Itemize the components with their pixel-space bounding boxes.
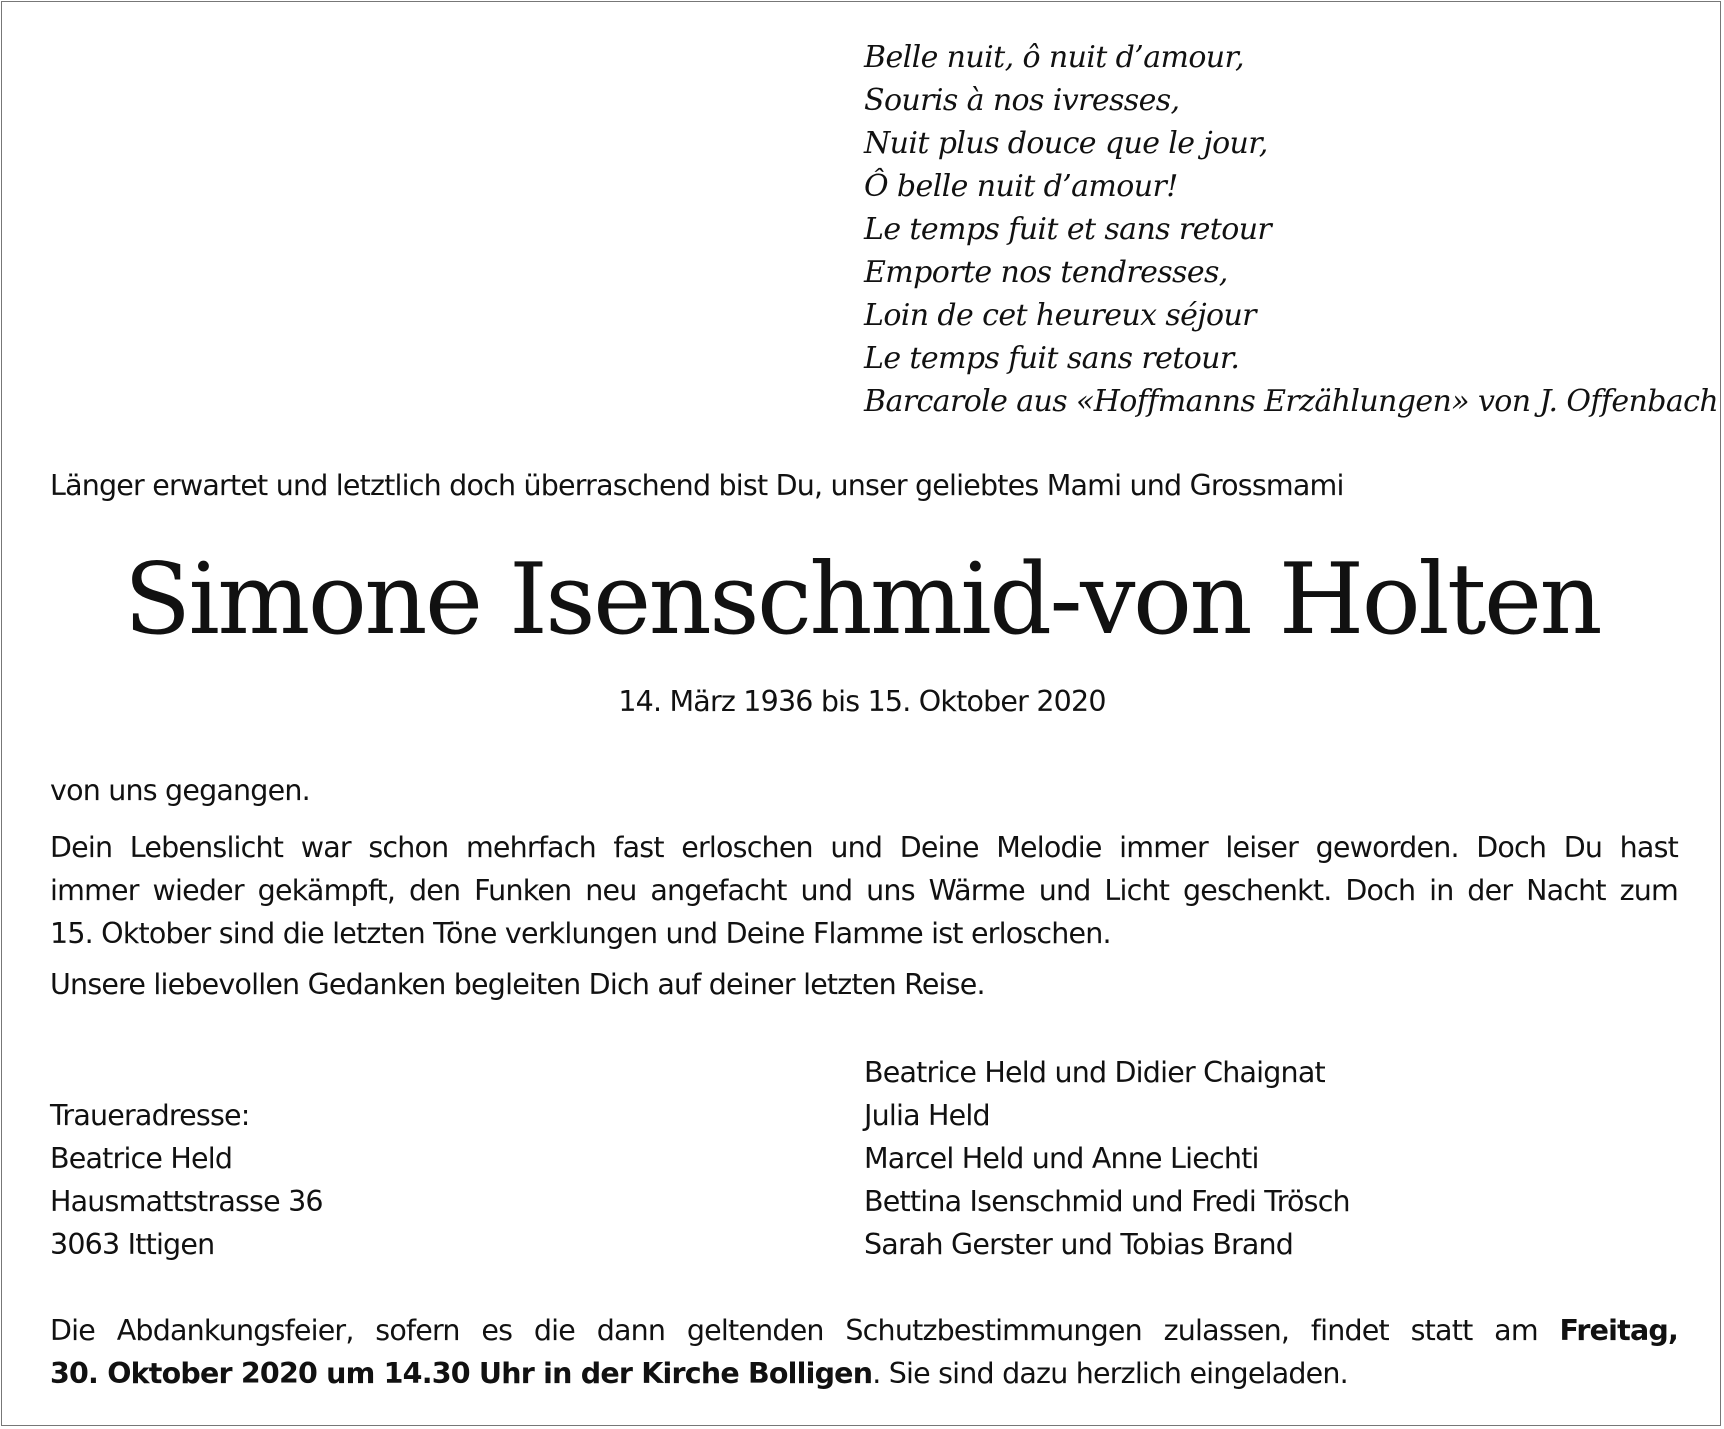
poem-line: Le temps fuit sans retour. [864, 341, 1240, 376]
life-dates: 14. März 1936 bis 15. Oktober 2020 [618, 685, 1106, 718]
ceremony-day: Freitag, [1559, 1314, 1678, 1347]
poem-line: Ô belle nuit d’amour! [864, 169, 1178, 204]
ceremony-line [50, 1352, 1678, 1395]
body-line: immer wieder gekämpft, den Funken neu angefacht und uns Wärme und Licht geschenkt. Doch in der Nacht zum [50, 874, 1678, 907]
ceremony-text: Die Abdankungsfeier, sofern es die dann geltenden Schutzbestimmungen zulassen, findet statt am [50, 1314, 1538, 1347]
address-street: Hausmattstrasse 36 [50, 1185, 323, 1218]
family-member: Marcel Held und Anne Liechti [864, 1142, 1259, 1175]
address-label: Traueradresse: [50, 1099, 250, 1132]
family-member: Beatrice Held und Didier Chaignat [864, 1056, 1325, 1089]
poem-line: Souris à nos ivresses, [864, 83, 1180, 118]
mourning-address [50, 1094, 323, 1266]
intro-text: Länger erwartet und letztlich doch überraschend bist Du, unser geliebtes Mami und Grossmami [50, 469, 1344, 502]
body-line: 15. Oktober sind die letzten Töne verklungen und Deine Flamme ist erloschen. [50, 917, 1111, 950]
ceremony-line [50, 1309, 1678, 1352]
poem-line: Belle nuit, ô nuit d’amour, [864, 40, 1244, 75]
poem-line: Nuit plus douce que le jour, [864, 126, 1268, 161]
address-city: 3063 Ittigen [50, 1228, 215, 1261]
family-member: Julia Held [864, 1099, 990, 1132]
poem [864, 36, 1719, 423]
closing-text: Unsere liebevollen Gedanken begleiten Dich auf deiner letzten Reise. [50, 968, 985, 1001]
body-line: Dein Lebenslicht war schon mehrfach fast erloschen und Deine Melodie immer leiser geworden. Doch Du hast [50, 831, 1678, 864]
deceased-name: Simone Isenschmid-von Holten [123, 543, 1601, 657]
poem-line: Loin de cet heureux séjour [864, 298, 1256, 333]
body-paragraph [50, 826, 1678, 955]
poem-line: Emporte nos tendresses, [864, 255, 1228, 290]
poem-line: Le temps fuit et sans retour [864, 212, 1272, 247]
ceremony-date-place: 30. Oktober 2020 um 14.30 Uhr in der Kirche Bolligen [50, 1357, 873, 1390]
family-member: Bettina Isenschmid und Fredi Trösch [864, 1185, 1350, 1218]
passed-away-text: von uns gegangen. [50, 774, 310, 807]
family-member: Sarah Gerster und Tobias Brand [864, 1228, 1294, 1261]
poem-attribution: Barcarole aus «Hoffmanns Erzählungen» von J. Offenbach [864, 384, 1719, 419]
ceremony-invite: . Sie sind dazu herzlich eingeladen. [872, 1357, 1348, 1390]
family-list [864, 1051, 1350, 1266]
ceremony-notice [50, 1309, 1678, 1395]
address-name: Beatrice Held [50, 1142, 233, 1175]
